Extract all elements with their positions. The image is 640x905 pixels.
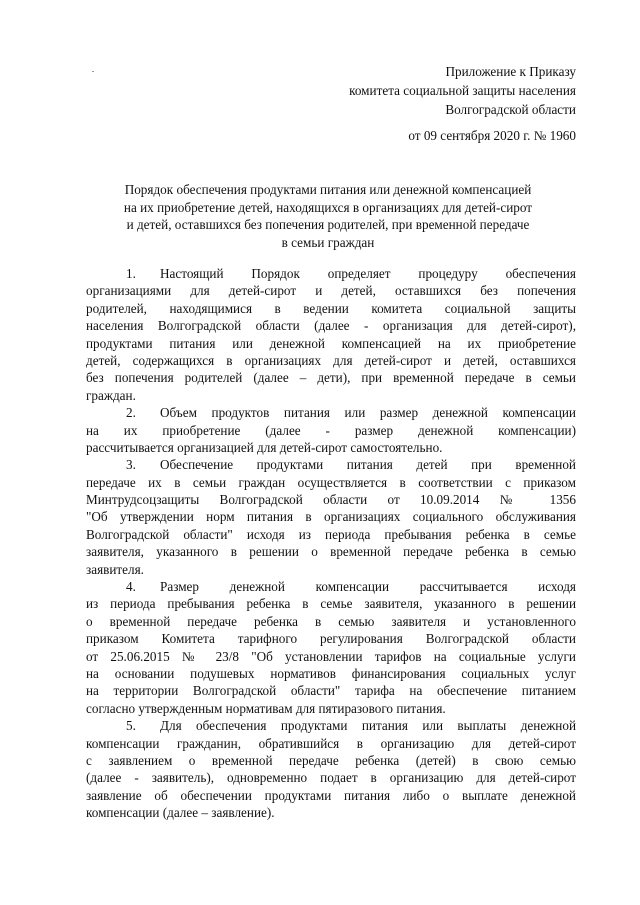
paragraph-line: Волгоградской области" исходя из периода пребывания ребенка в семье — [86, 526, 576, 542]
title-line: в семьи граждан — [281, 234, 375, 250]
paragraph-4 — [86, 578, 576, 717]
paragraph-line: детей, содержащихся в организациях для детей-сирот и детей, оставшихся — [86, 352, 576, 368]
paragraph-line — [86, 717, 576, 734]
paragraph-line: передаче их в семьи граждан осуществляется в соответствии с приказом — [86, 474, 576, 490]
header-line: Приложение к Приказу — [445, 64, 576, 79]
paragraph-1 — [86, 265, 576, 404]
paragraph-text: Обеспечение продуктами питания детей при временной — [160, 457, 576, 473]
paragraph-line: рассчитывается организацией для детей-сирот самостоятельно. — [86, 439, 443, 455]
paragraph-line: заявителя, указанного в решении о временной передаче ребенка в семью — [86, 544, 576, 560]
paragraph-number: 4. — [126, 579, 136, 595]
paragraph-line: "Об утверждении норм питания в организациях социального обслуживания — [86, 509, 576, 525]
title-line: на их приобретение детей, находящихся в организациях для детей-сирот — [123, 199, 533, 215]
paragraph-line: заявление об обеспечении продуктами питания либо о выплате денежной — [86, 787, 576, 803]
paragraph-line: заявителя. — [86, 561, 144, 577]
order-date-number: от 09 сентября 2020 г. № 1960 — [408, 128, 576, 143]
paragraph-line: приказом Комитета тарифного регулирования Волгоградской области — [86, 631, 576, 647]
paragraph-line: организациями для детей-сирот и детей, оставшихся без попечения — [86, 283, 576, 299]
header-line: Волгоградской области — [445, 102, 576, 117]
paragraph-line: без попечения родителей (далее – дети), при временной передаче в семьи — [86, 370, 576, 386]
appendix-header — [300, 62, 576, 119]
paragraph-2 — [86, 404, 576, 456]
paragraph-line: (далее - заявитель), одновременно подает в организацию для детей-сирот — [86, 770, 576, 786]
paragraph-text: Для обеспечения продуктами питания или выплаты денежной — [160, 718, 576, 734]
paragraph-number: 2. — [126, 405, 136, 421]
paragraph-line: граждан. — [86, 387, 136, 403]
title-line: Порядок обеспечения продуктами питания или денежной компенсацией — [124, 182, 532, 197]
paragraph-5 — [86, 717, 576, 821]
paragraph-line: населения Волгоградской области (далее - организация для детей-сирот), — [86, 318, 576, 334]
paragraph-line: согласно утвержденным нормативам для пятиразового питания. — [86, 700, 446, 716]
paragraph-line — [86, 404, 576, 421]
paragraph-3 — [86, 456, 576, 578]
paragraph-line: компенсации (далее – заявление). — [86, 805, 275, 821]
paragraph-line: продуктами питания или денежной компенсацией на их приобретение — [86, 335, 576, 351]
paragraph-line: на основании подушевых нормативов финансирования социальных услуг — [86, 665, 576, 681]
paragraph-line: из периода пребывания ребенка в семье заявителя, указанного в решении — [86, 596, 576, 612]
paragraph-text: Настоящий Порядок определяет процедуру обеспечения — [160, 266, 576, 281]
paragraph-number: 1. — [126, 266, 136, 281]
paragraph-text: Размер денежной компенсации рассчитывается исходя — [160, 579, 576, 595]
paragraph-line: родителей, находящимися в ведении комитета социальной защиты — [86, 300, 576, 316]
paragraph-line — [86, 456, 576, 473]
paragraph-line: на их приобретение (далее - размер денежной компенсации) — [86, 422, 576, 438]
paragraph-line: о временной передаче ребенка в семью заявителя и установленного — [86, 613, 576, 629]
scan-speck — [92, 71, 94, 72]
paragraph-number: 5. — [126, 718, 136, 734]
document-body — [86, 265, 576, 822]
paragraph-line: от 25.06.2015 № 23/8 "Об установлении тарифов на социальные услуги — [86, 648, 576, 664]
paragraph-line: Минтрудсоцзащиты Волгоградской области от 10.09.2014 № 1356 — [86, 492, 576, 508]
paragraph-line — [86, 578, 576, 595]
paragraph-line: с заявлением о временной передаче ребенка (детей) в свою семью — [86, 752, 576, 768]
paragraph-line: компенсации гражданин, обратившийся в организацию для детей-сирот — [86, 735, 576, 751]
header-line: комитета социальной защиты населения — [349, 83, 576, 98]
paragraph-text: Объем продуктов питания или размер денежной компенсации — [160, 405, 576, 421]
title-line: и детей, оставшихся без попечения родителей, при временной передаче — [126, 217, 530, 232]
paragraph-line — [86, 265, 576, 282]
paragraph-number: 3. — [126, 457, 136, 473]
paragraph-line: на территории Волгоградской области" тарифа на обеспечение питанием — [86, 683, 576, 699]
document-title — [80, 181, 576, 251]
